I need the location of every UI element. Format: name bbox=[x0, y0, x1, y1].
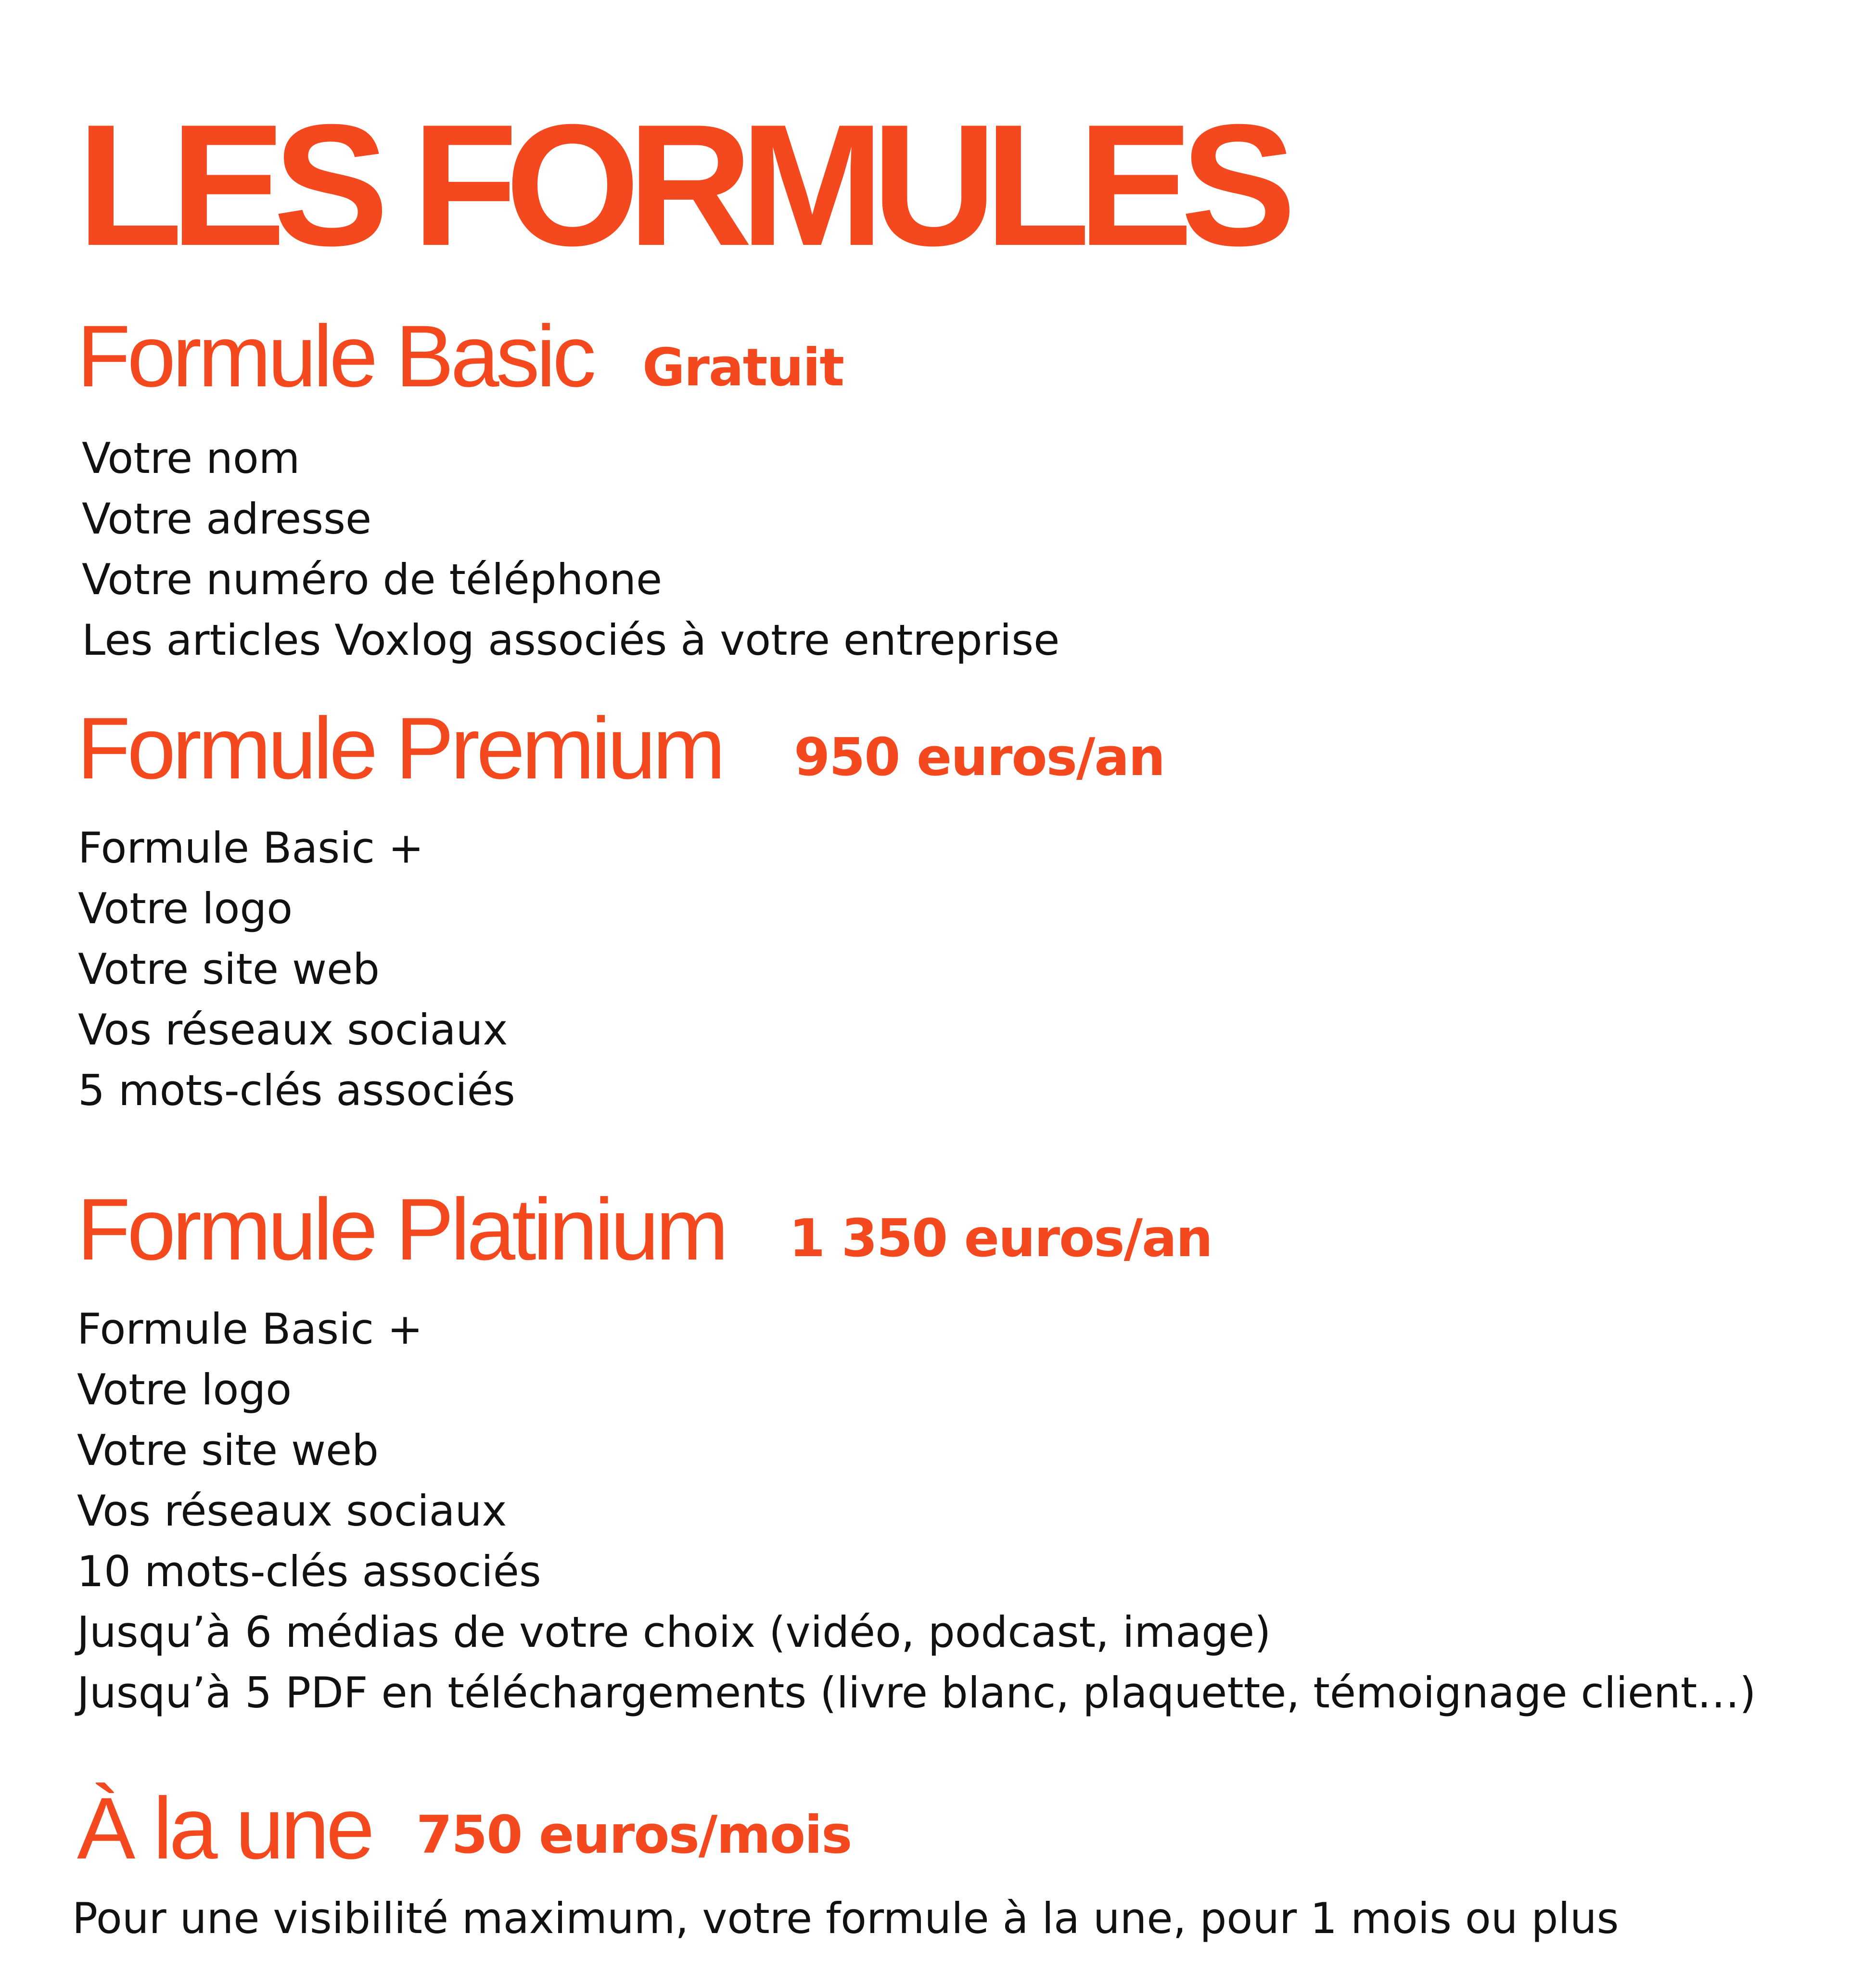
feature-item: Votre site web bbox=[77, 1425, 379, 1475]
plan-platinium-name: Formule Platinium bbox=[77, 1180, 726, 1278]
feature-item: Formule Basic + bbox=[77, 1304, 423, 1354]
plan-basic-section bbox=[0, 308, 1876, 664]
feature-item: Votre logo bbox=[77, 1365, 292, 1414]
plan-premium-section bbox=[0, 700, 1876, 1133]
feature-item: Formule Basic + bbox=[78, 823, 424, 873]
plan-une-price: 750 euros/mois bbox=[416, 1805, 852, 1865]
page-title: LES FORMULES bbox=[77, 89, 1284, 282]
feature-item: Vos réseaux sociaux bbox=[77, 1486, 507, 1536]
feature-item: Les articles Voxlog associés à votre entreprise bbox=[82, 615, 1060, 665]
feature-item: 10 mots-clés associés bbox=[77, 1547, 541, 1596]
plan-une-name: À la une bbox=[77, 1779, 371, 1877]
plan-une-description: Pour une visibilité maximum, votre formule à la une, pour 1 mois ou plus bbox=[72, 1894, 1619, 1943]
plan-premium-features bbox=[78, 818, 515, 1121]
feature-item: Vos réseaux sociaux bbox=[78, 1005, 508, 1055]
plan-basic-features bbox=[82, 428, 1059, 671]
feature-item: Votre adresse bbox=[82, 494, 372, 544]
plan-premium-price: 950 euros/an bbox=[794, 727, 1165, 788]
feature-item: Votre numéro de téléphone bbox=[82, 555, 663, 604]
feature-item: 5 mots-clés associés bbox=[78, 1066, 515, 1115]
plan-platinium-price: 1 350 euros/an bbox=[789, 1209, 1212, 1269]
feature-item: Jusqu’à 5 PDF en téléchargements (livre blanc, plaquette, témoignage client…) bbox=[77, 1668, 1756, 1718]
plan-premium-name: Formule Premium bbox=[77, 699, 723, 797]
feature-item: Votre nom bbox=[82, 433, 300, 483]
plan-platinium-section bbox=[0, 1181, 1876, 1725]
plan-basic-price: Gratuit bbox=[642, 338, 843, 398]
feature-item: Jusqu’à 6 médias de votre choix (vidéo, podcast, image) bbox=[77, 1607, 1271, 1657]
plan-une-section bbox=[0, 1780, 1876, 1963]
plan-basic-name: Formule Basic bbox=[77, 307, 593, 405]
plan-platinium-features bbox=[77, 1299, 1756, 1723]
feature-item: Votre logo bbox=[78, 884, 293, 933]
feature-item: Votre site web bbox=[78, 944, 380, 994]
